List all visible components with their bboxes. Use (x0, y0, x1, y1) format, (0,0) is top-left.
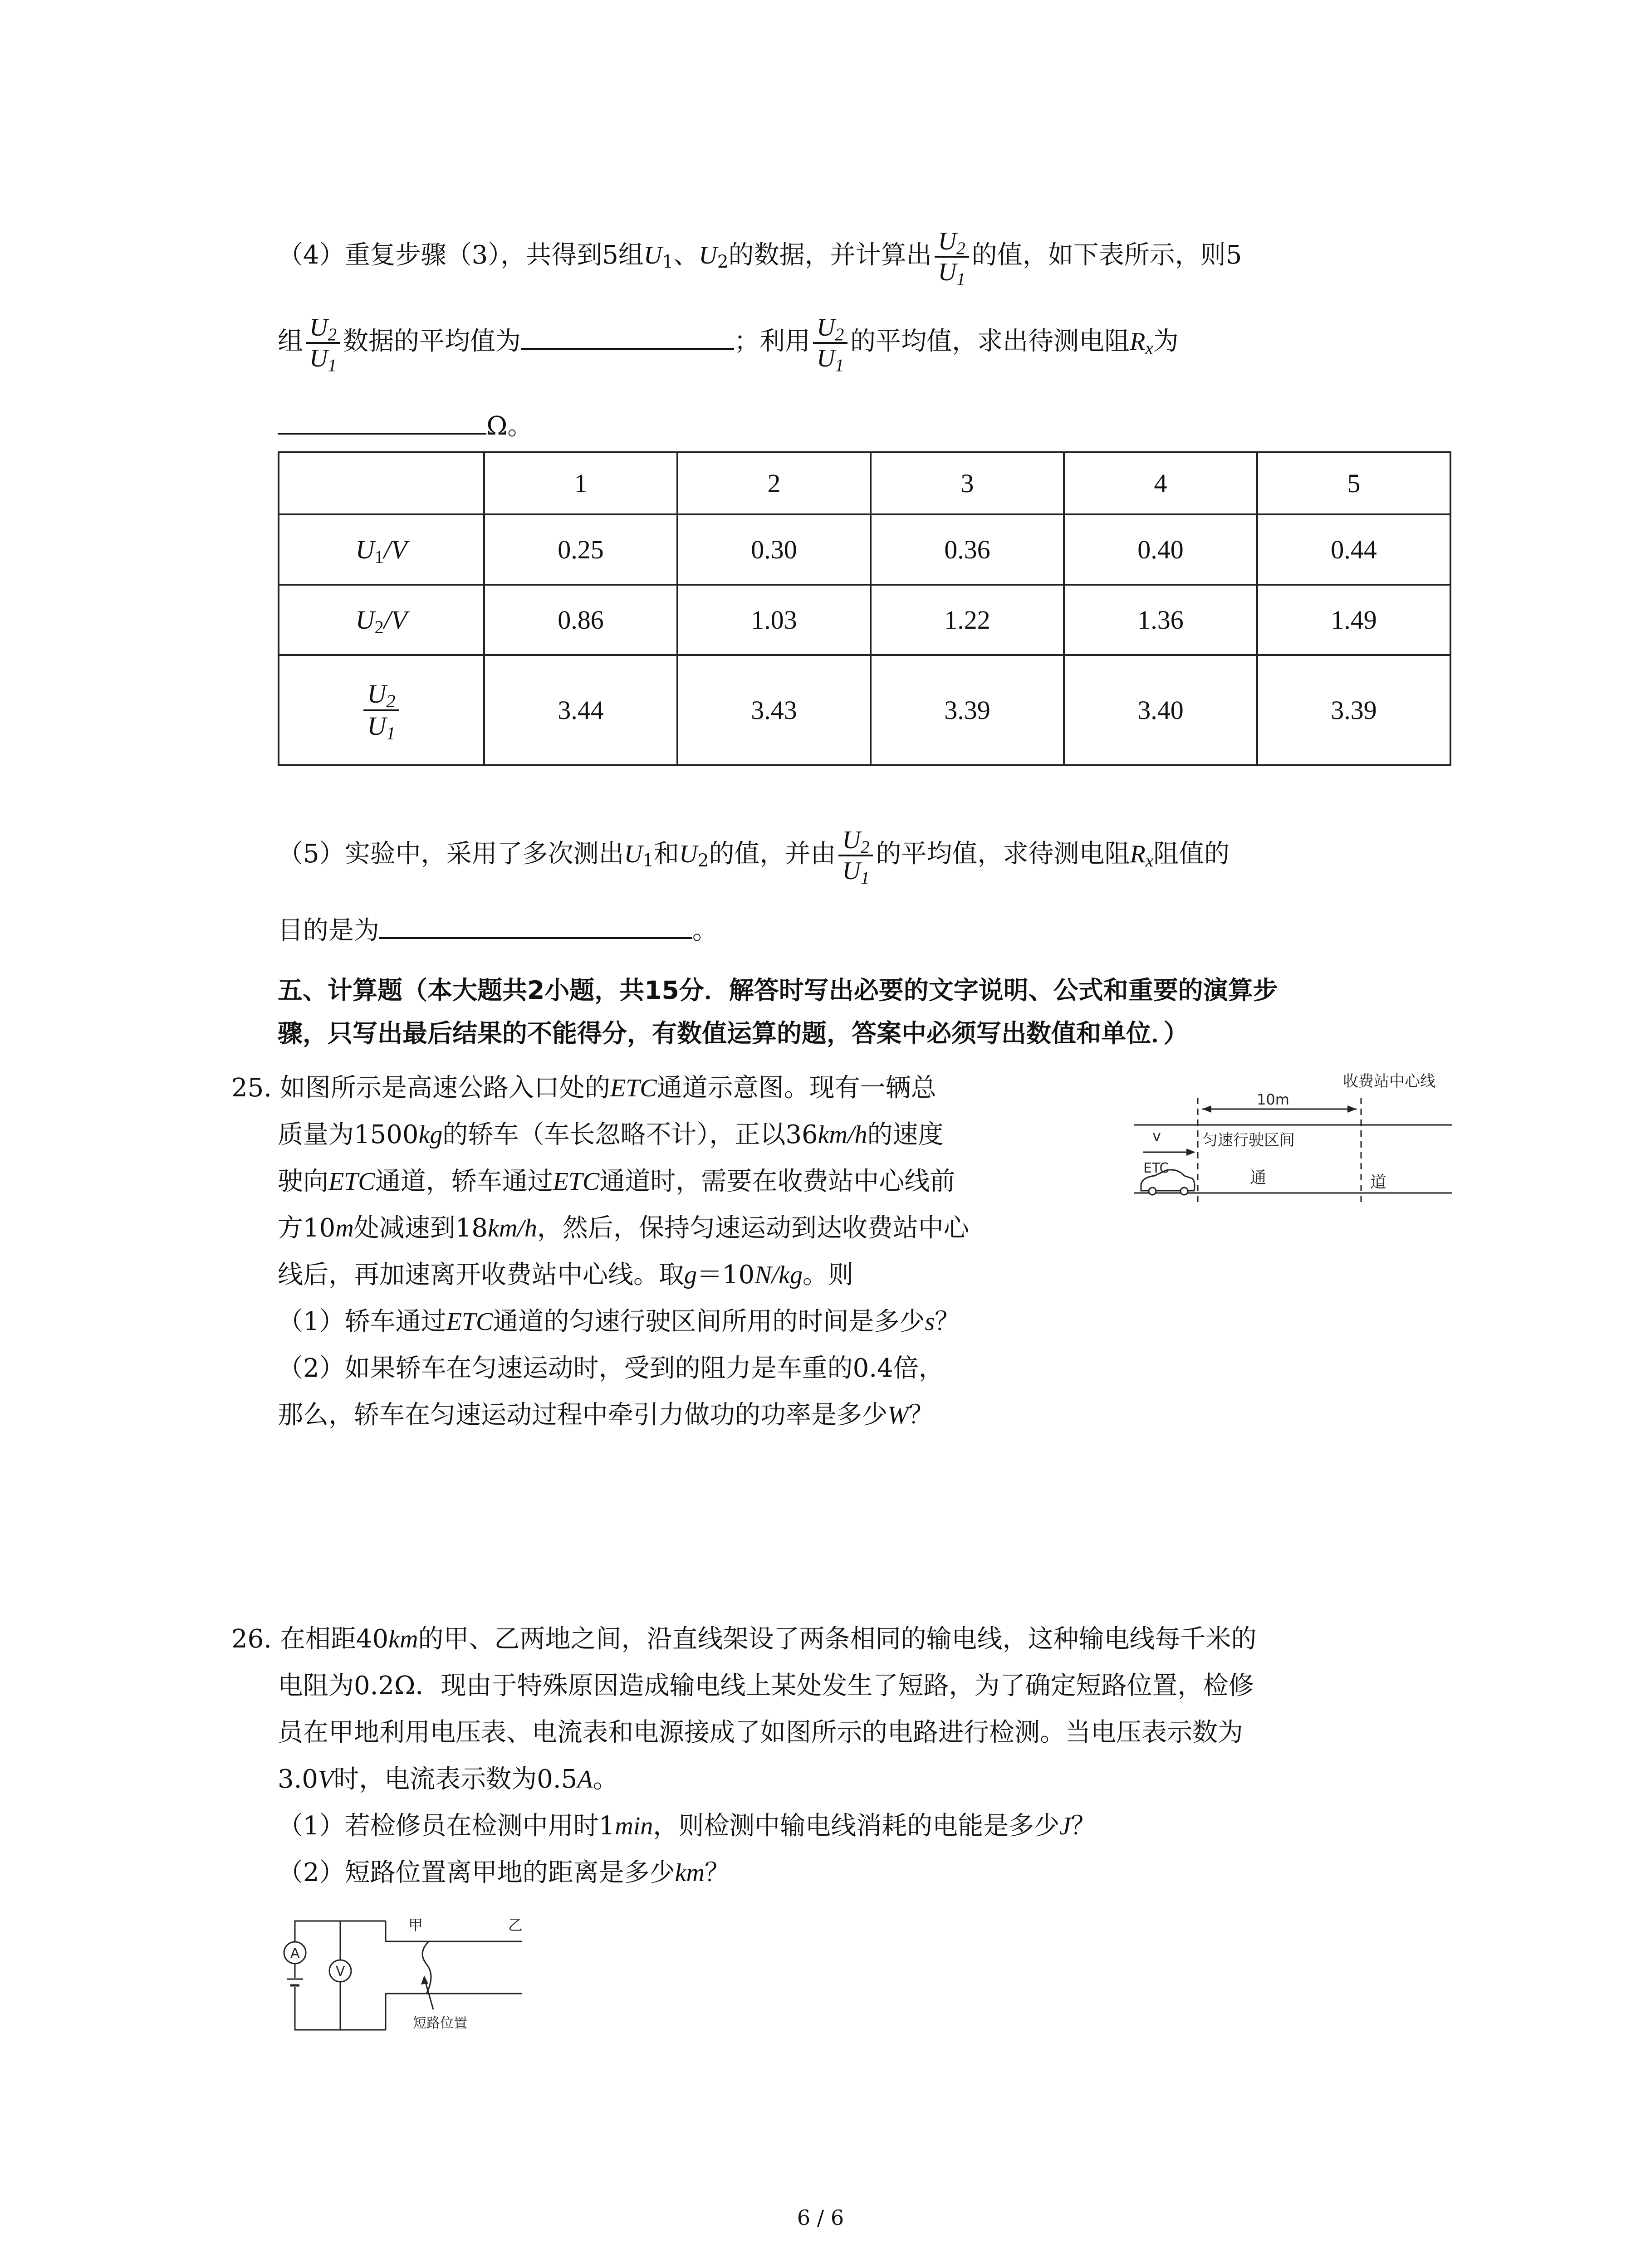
svg-text:A: A (290, 1945, 300, 1961)
table-cell: 0.40 (1064, 514, 1257, 585)
table-cell: 3.39 (1257, 655, 1450, 765)
row-label-ratio: $\frac{U_2}{U_1}$ (279, 655, 484, 765)
answer-blank-resistance[interactable] (278, 407, 486, 435)
distance-label: 10m (1257, 1091, 1289, 1108)
q25-line-1: 25. 如图所示是高速公路入口处的ETC通道示意图。现有一辆总 (231, 1073, 936, 1103)
jia-label: 甲 (408, 1916, 423, 1934)
q25-line-4: 方10m处减速到18km/h，然后，保持匀速运动到达收费站中心 (278, 1213, 969, 1243)
section-heading: 五、计算题（本大题共2小题，共15分．解答时写出必要的文字说明、公式和重要的演算步 (278, 976, 1278, 1005)
table-header-cell: 4 (1064, 452, 1257, 514)
table-cell: 0.30 (677, 514, 871, 585)
table-cell: 3.39 (871, 655, 1064, 765)
table-cell: 0.36 (871, 514, 1064, 585)
question-number: 25. (231, 1073, 272, 1103)
q26-line-1: 26. 在相距40km的甲、乙两地之间，沿直线架设了两条相同的输电线，这种输电线每千米的 (231, 1624, 1257, 1654)
page-number: 6 / 6 (797, 2205, 844, 2230)
table-cell: 3.43 (677, 655, 871, 765)
q25-line-6: （1）轿车通过ETC通道的匀速行驶区间所用的时间是多少s？ (278, 1307, 960, 1336)
q25-line-5: 线后，再加速离开收费站中心线。取g＝10N/kg。则 (278, 1260, 854, 1290)
q4-line-1: （4）重复步骤（3），共得到5组$U_1$、$U_2$的数据，并计算出 $\frac{U_2}{U_1}$ 的值，如下表所示，则5 (278, 227, 1242, 289)
dao-label: 道 (1370, 1173, 1387, 1192)
q26-line-6: （2）短路位置离甲地的距离是多少km？ (278, 1858, 730, 1887)
fraction-u2-u1: $\frac{U_2}{U_1}$ (306, 313, 340, 373)
yi-label: 乙 (508, 1916, 523, 1934)
answer-blank-average[interactable] (521, 323, 734, 350)
table-row (279, 585, 1450, 655)
center-line-label: 收费站中心线 (1343, 1072, 1435, 1090)
table-header-cell (279, 452, 484, 514)
table-cell: 1.49 (1257, 585, 1450, 655)
svg-text:V: V (336, 1964, 345, 1980)
table-row (279, 514, 1450, 585)
table-cell: 0.44 (1257, 514, 1450, 585)
table-cell: 3.40 (1064, 655, 1257, 765)
etc-label: ETC (1143, 1160, 1169, 1176)
fraction-u2-u1: $\frac{U_2}{U_1}$ (838, 826, 873, 886)
q26-line-3: 员在甲地利用电压表、电流表和电源接成了如图所示的电路进行检测。当电压表示数为 (278, 1718, 1243, 1747)
q25-line-3: 驶向ETC通道，轿车通过ETC通道时，需要在收费站中心线前 (278, 1167, 955, 1196)
ammeter-icon (284, 1942, 306, 1964)
table-cell: 0.25 (484, 514, 677, 585)
voltmeter-icon (329, 1960, 351, 1982)
answer-blank-purpose[interactable] (379, 912, 692, 939)
table-cell: 1.36 (1064, 585, 1257, 655)
q4-line-2: 组 $\frac{U_2}{U_1}$ 数据的平均值为 ；利用 $\frac{U_2}{U_1}$ 的平均值，求出待测电阻$R_x$为 (278, 313, 1179, 376)
q26-line-2: 电阻为0.2Ω．现由于特殊原因造成输电线上某处发生了短路，为了确定短路位置，检修 (278, 1671, 1254, 1701)
fraction-u2-u1: $\frac{U_2}{U_1}$ (813, 313, 847, 373)
q25-line-2: 质量为1500kg的轿车（车长忽略不计），正以36km/h的速度 (278, 1120, 944, 1149)
q26-line-4: 3.0V时，电流表示数为0.5A。 (278, 1765, 618, 1794)
short-position-label: 短路位置 (413, 2015, 467, 2031)
data-table (278, 451, 1451, 766)
zone-label: 匀速行驶区间 (1202, 1131, 1295, 1149)
battery-icon (287, 1978, 303, 1987)
section-heading-cont: 骤，只写出最后结果的不能得分，有数值运算的题，答案中必须写出数值和单位．） (278, 1019, 1189, 1048)
row-label-u1: $U_1/V$ (279, 514, 484, 585)
table-header-cell: 2 (677, 452, 871, 514)
tong-label: 通 (1250, 1168, 1267, 1187)
q25-line-7: （2）如果轿车在匀速运动时，受到的阻力是车重的0.4倍， (278, 1354, 944, 1383)
q26-line-5: （1）若检修员在检测中用时1min，则检测中输电线消耗的电能是多少J？ (278, 1811, 1097, 1841)
fraction-u2-u1: $\frac{U_2}{U_1}$ (935, 227, 969, 287)
table-cell: 1.03 (677, 585, 871, 655)
table-cell: 3.44 (484, 655, 677, 765)
row-label-u2: $U_2/V$ (279, 585, 484, 655)
table-cell: 1.22 (871, 585, 1064, 655)
q5-line-2: 目的是为 。 (278, 912, 718, 946)
circuit-figure (277, 1903, 558, 2053)
q4-line-3: Ω。 (278, 407, 533, 441)
table-cell: 0.86 (484, 585, 677, 655)
table-header-cell: 3 (871, 452, 1064, 514)
q5-line-1: （5）实验中，采用了多次测出$U_1$和$U_2$的值，并由 $\frac{U_2}{U_1}$ 的平均值，求待测电阻$R_x$阻值的 (278, 826, 1230, 888)
question-number: 26. (231, 1624, 272, 1654)
table-header-row (279, 452, 1450, 514)
table-header-cell: 1 (484, 452, 677, 514)
etc-channel-figure (1134, 1061, 1452, 1225)
speed-label: v (1152, 1127, 1161, 1144)
table-row (279, 655, 1450, 765)
q25-line-8: 那么，轿车在匀速运动过程中牵引力做功的功率是多少W？ (278, 1400, 934, 1430)
table-header-cell: 5 (1257, 452, 1450, 514)
